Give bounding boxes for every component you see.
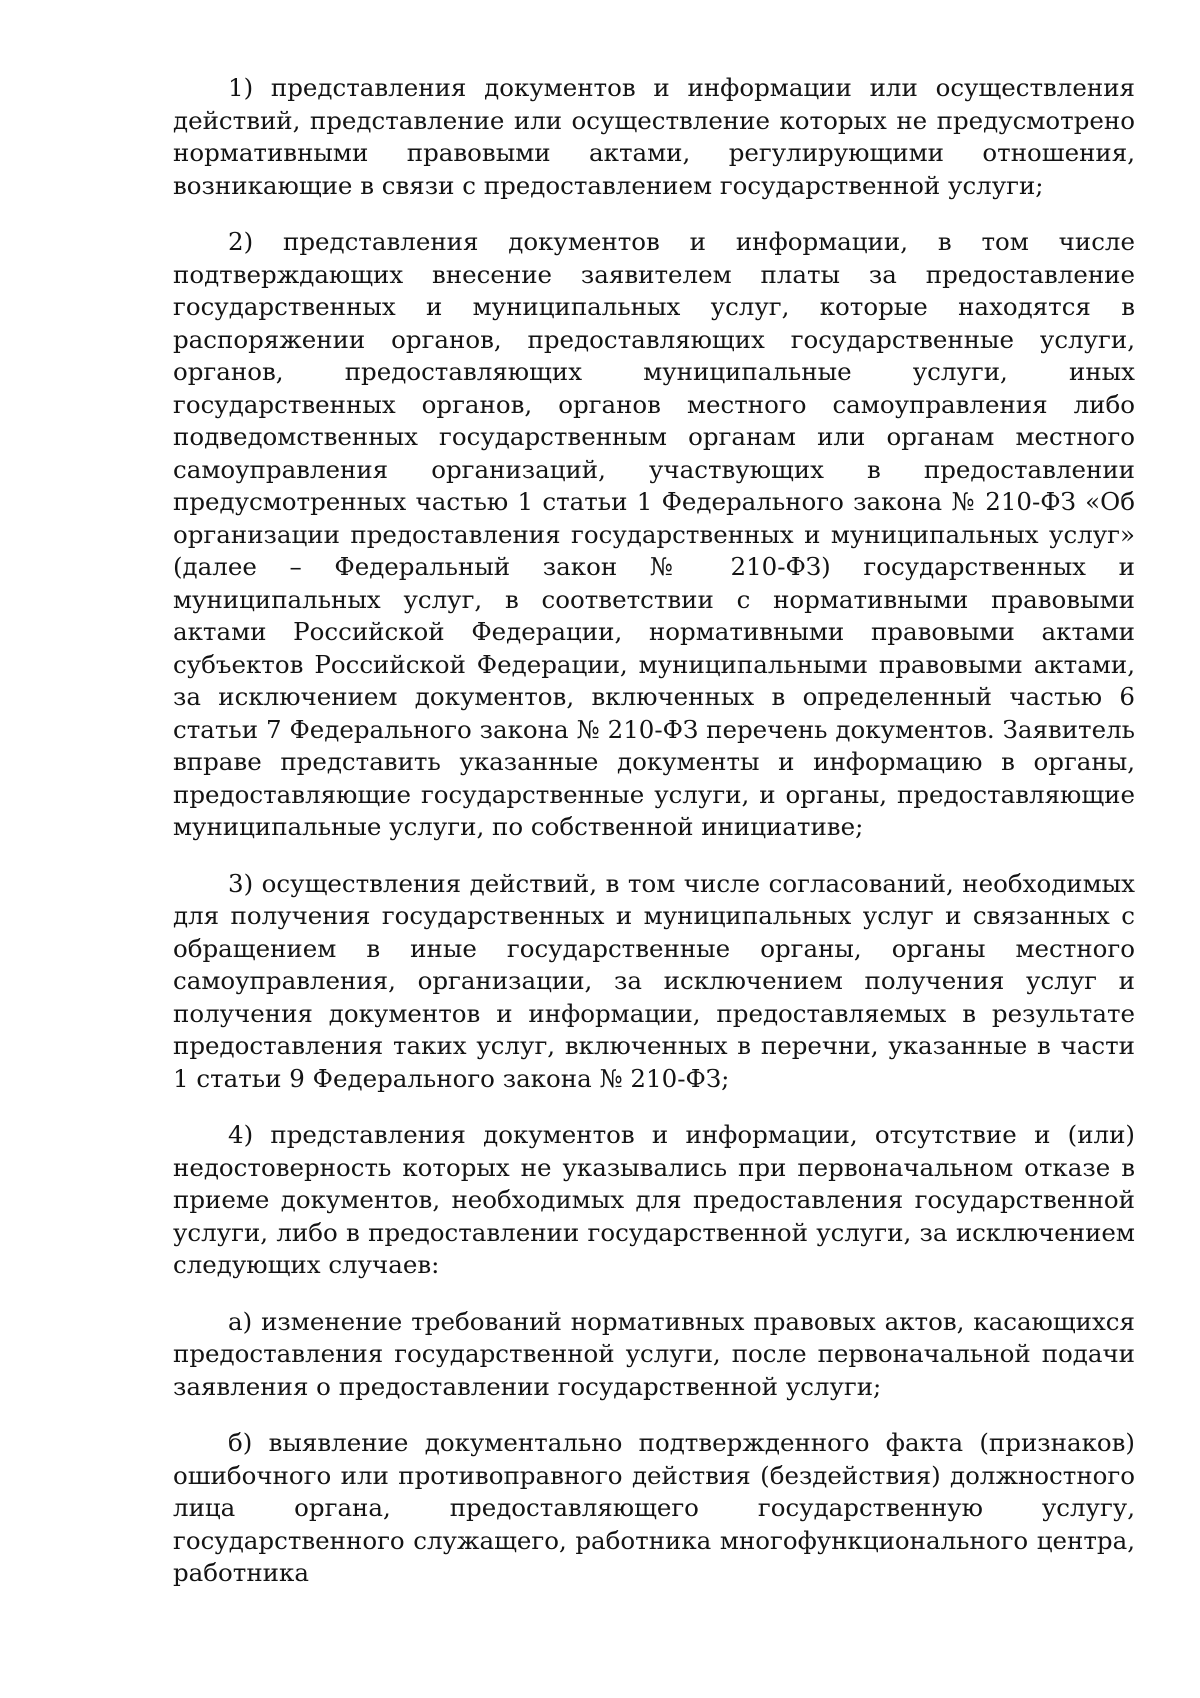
paragraph-item-3: 3) осуществления действий, в том числе согласований, необходимых для получения государственных и муниципальных услуг и связанных с обращением в иные государственные органы, органы местного самоуправления, организации, за исключением получения услуг и получения документов и информации, предоставляемых в результате предоставления таких услуг, включенных в перечни, указанные в части 1 статьи 9 Федерального закона № 210-ФЗ; <box>173 868 1135 1093</box>
paragraph-item-4: 4) представления документов и информации, отсутствие и (или) недостоверность которых не указывались при первоначальном отказе в приеме документов, необходимых для предоставления государственной услуги, либо в предоставлении государственной услуги, за исключением следующих случаев: <box>173 1120 1135 1279</box>
document-body <box>173 72 1135 1614</box>
paragraph-item-1: 1) представления документов и информации или осуществления действий, представление или осуществление которых не предусмотрено нормативными правовыми актами, регулирующими отношения, возникающие в связи с предоставлением государственной услуги; <box>173 73 1135 200</box>
paragraph-subitem-b: б) выявление документально подтвержденного факта (признаков) ошибочного или противоправного действия (бездействия) должностного лица органа, предоставляющего государственную услугу, государственного служащего, работника многофункционального центра, работника <box>173 1428 1135 1587</box>
paragraph-subitem-a: а) изменение требований нормативных правовых актов, касающихся предоставления государственной услуги, после первоначальной подачи заявления о предоставлении государственной услуги; <box>173 1306 1135 1401</box>
paragraph-item-2: 2) представления документов и информации, в том числе подтверждающих внесение заявителем платы за предоставление государственных и муниципальных услуг, которые находятся в распоряжении органов, предоставляющих государственные услуги, органов, предоставляющих муниципальные услуги, иных государственных органов, органов местного самоуправления либо подведомственных государственным органам или органам местного самоуправления организаций, участвующих в предоставлении предусмотренных частью 1 статьи 1 Федерального закона № 210-ФЗ «Об организации предоставления государственных и муниципальных услуг» (далее – Федеральный закон № 210-ФЗ) государственных и муниципальных услуг, в соответствии с нормативными правовыми актами Российской Федерации, нормативными правовыми актами субъектов Российской Федерации, муниципальными правовыми актами, за исключением документов, включенных в определенный частью 6 статьи 7 Федерального закона № 210-ФЗ перечень документов. Заявитель вправе представить указанные документы и информацию в органы, предоставляющие государственные услуги, и органы, предоставляющие муниципальные услуги, по собственной инициативе; <box>173 227 1135 841</box>
